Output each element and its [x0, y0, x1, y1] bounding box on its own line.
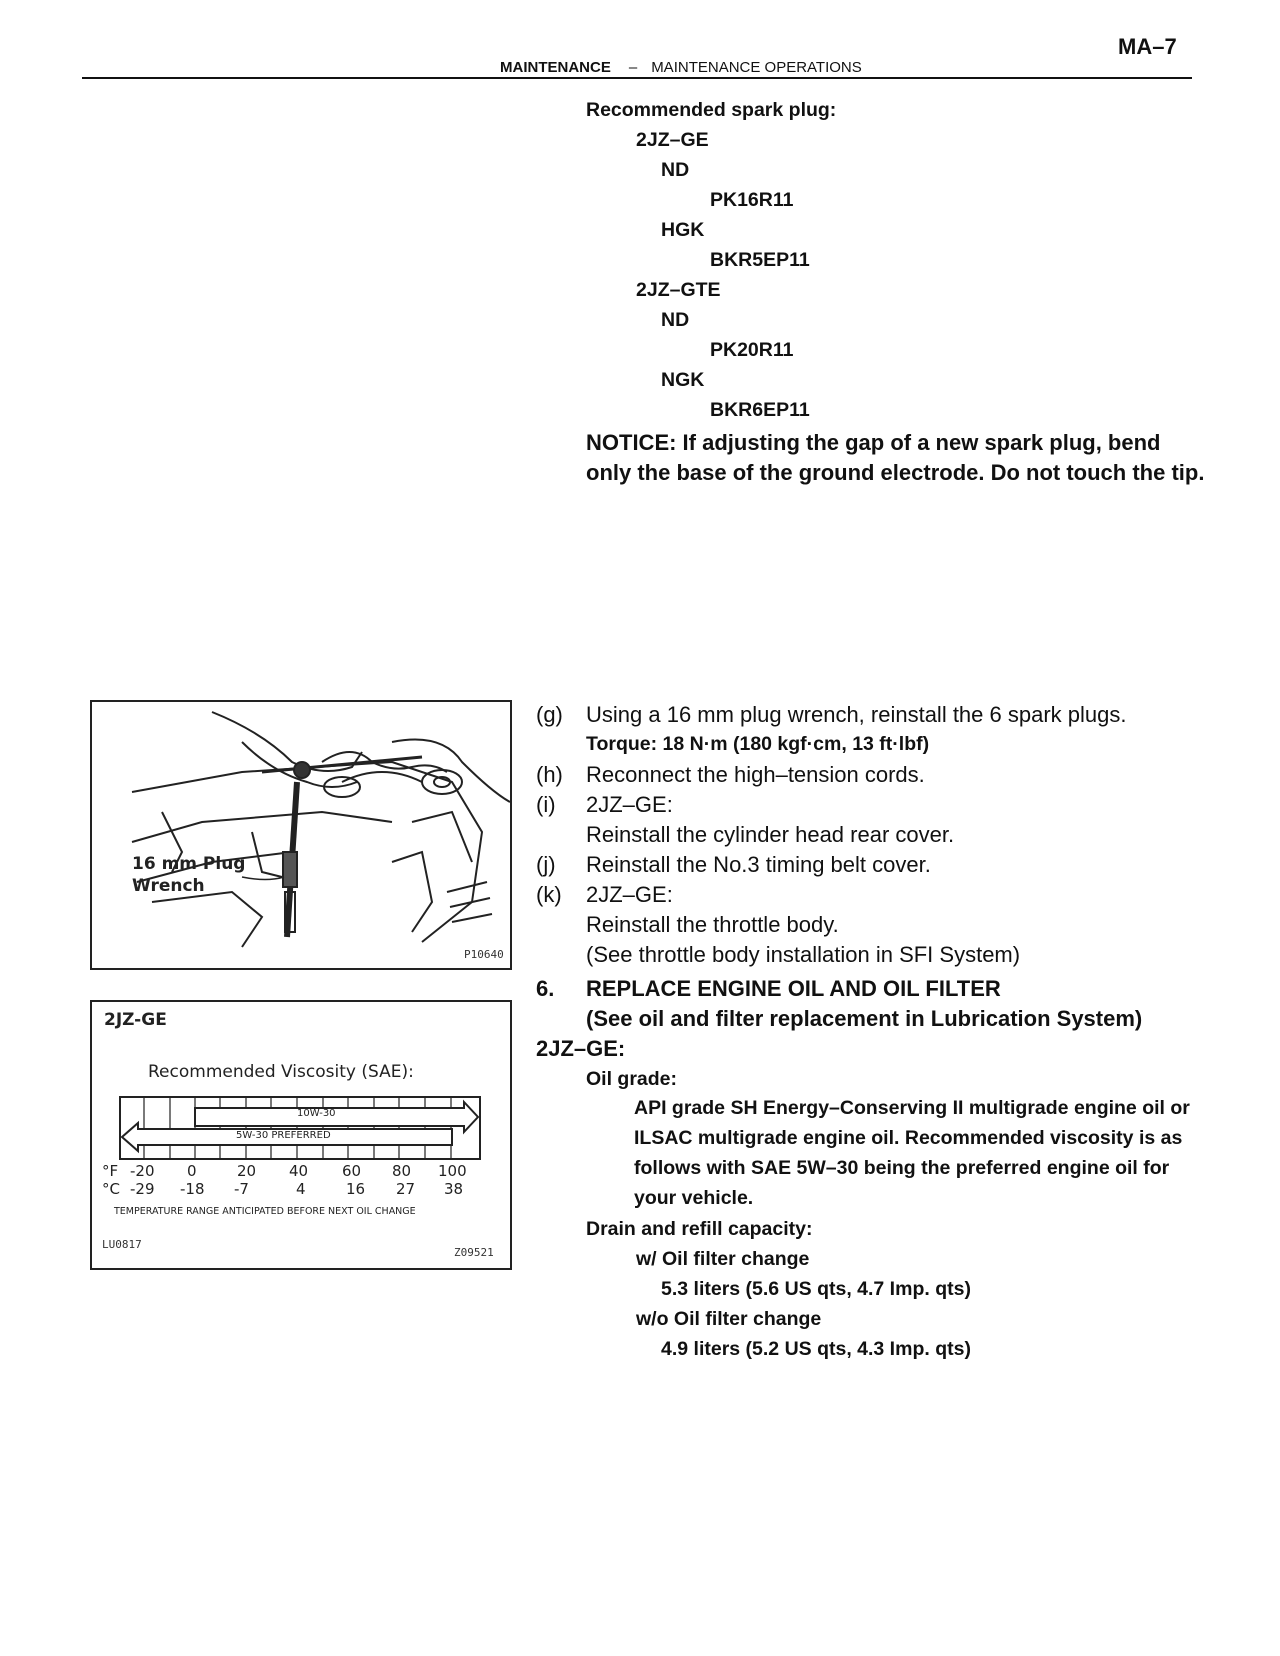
- c-tick: -29: [130, 1180, 155, 1198]
- figure1-label-line2: Wrench: [132, 876, 205, 896]
- oil-grade-label: Oil grade:: [586, 1068, 678, 1090]
- with-filter-value: 5.3 liters (5.6 US qts, 4.7 Imp. qts): [661, 1278, 971, 1300]
- step-i-label: (i): [536, 792, 556, 817]
- bar-5w30-label: 5W-30 PREFERRED: [236, 1130, 331, 1141]
- c-tick: 27: [396, 1180, 416, 1198]
- figure2-caption: TEMPERATURE RANGE ANTICIPATED BEFORE NEXT OIL CHANGE: [114, 1206, 416, 1217]
- header-subsection: MAINTENANCE OPERATIONS: [651, 59, 862, 76]
- figure2-code-right: Z09521: [454, 1246, 494, 1259]
- plug-bkr5ep11: BKR5EP11: [710, 249, 810, 271]
- figure2-code-left: LU0817: [102, 1238, 142, 1251]
- f-tick: 80: [392, 1162, 412, 1180]
- brand-nd-2: ND: [661, 309, 690, 331]
- plug-pk20r11: PK20R11: [710, 339, 794, 361]
- header-separator: –: [628, 59, 638, 76]
- step-k-continuation-2: (See throttle body installation in SFI System): [586, 942, 1021, 967]
- engine-2jz-ge: 2JZ–GE: [636, 129, 709, 151]
- notice-text: NOTICE: If adjusting the gap of a new spark plug, bend only the base of the ground electrode. Do not touch the tip.: [586, 430, 1205, 485]
- step-i-continuation: Reinstall the cylinder head rear cover.: [586, 822, 955, 847]
- figure-viscosity-chart: [90, 1000, 512, 1270]
- step-i: [536, 792, 673, 818]
- page-number: MA–7: [1118, 34, 1177, 59]
- step-h-label: (h): [536, 762, 563, 787]
- brand-hgk: HGK: [661, 219, 705, 241]
- torque-spec: Torque: 18 N·m (180 kgf·cm, 13 ft·lbf): [586, 733, 930, 755]
- step-j-text: Reinstall the No.3 timing belt cover.: [586, 852, 931, 877]
- step-k: [536, 882, 673, 908]
- brand-nd-1: ND: [661, 159, 690, 181]
- header-rule: [82, 77, 1192, 79]
- plug-pk16r11: PK16R11: [710, 189, 794, 211]
- f-tick: -20: [130, 1162, 155, 1180]
- step-h: [536, 762, 925, 788]
- running-header: [500, 59, 862, 76]
- figure1-label-line1: 16 mm Plug: [132, 854, 246, 874]
- plug-bkr6ep11: BKR6EP11: [710, 399, 810, 421]
- celsius-label: °C: [102, 1180, 120, 1198]
- oil-grade-text: API grade SH Energy–Conserving II multigrade engine oil or ILSAC multigrade engine oil. Recommended viscosity is as follows with SAE 5W–30 being the preferred engine oil for your vehicle.: [634, 1097, 1190, 1209]
- brand-ngk: NGK: [661, 369, 705, 391]
- fahrenheit-label: °F: [102, 1162, 119, 1180]
- oil-engine-label: 2JZ–GE:: [536, 1036, 626, 1061]
- step-j: [536, 852, 931, 878]
- figure-plug-wrench: [90, 700, 512, 970]
- plug-wrench-illustration: [92, 702, 510, 968]
- step-k-text: 2JZ–GE:: [586, 882, 673, 907]
- oil-step-subtitle: (See oil and filter replacement in Lubrication System): [586, 1006, 1143, 1031]
- header-section: MAINTENANCE: [500, 59, 611, 76]
- step-g-label: (g): [536, 702, 563, 727]
- oil-step-title: REPLACE ENGINE OIL AND OIL FILTER: [586, 976, 1001, 1001]
- step-j-label: (j): [536, 852, 556, 877]
- c-tick: 16: [346, 1180, 366, 1198]
- f-tick: 20: [237, 1162, 257, 1180]
- f-tick: 0: [187, 1162, 197, 1180]
- step-g-text: Using a 16 mm plug wrench, reinstall the 6 spark plugs.: [586, 702, 1127, 727]
- figure2-title: Recommended Viscosity (SAE):: [148, 1062, 414, 1082]
- bar-10w30-label: 10W-30: [297, 1108, 336, 1119]
- step-k-label: (k): [536, 882, 562, 907]
- with-filter-label: w/ Oil filter change: [636, 1248, 810, 1270]
- step-h-text: Reconnect the high–tension cords.: [586, 762, 925, 787]
- f-tick: 40: [289, 1162, 309, 1180]
- without-filter-label: w/o Oil filter change: [636, 1308, 822, 1330]
- capacity-label: Drain and refill capacity:: [586, 1218, 813, 1240]
- step-g: [536, 702, 1126, 728]
- figure2-engine-label: 2JZ-GE: [104, 1010, 167, 1030]
- step-k-continuation-1: Reinstall the throttle body.: [586, 912, 839, 937]
- c-tick: 38: [444, 1180, 464, 1198]
- figure1-code: P10640: [464, 948, 504, 961]
- engine-2jz-gte: 2JZ–GTE: [636, 279, 721, 301]
- c-tick: -7: [234, 1180, 249, 1198]
- c-tick: -18: [180, 1180, 205, 1198]
- step-i-text: 2JZ–GE:: [586, 792, 673, 817]
- bar-10w30: [195, 1102, 478, 1132]
- without-filter-value: 4.9 liters (5.2 US qts, 4.3 Imp. qts): [661, 1338, 971, 1360]
- f-tick: 60: [342, 1162, 362, 1180]
- f-tick: 100: [438, 1162, 467, 1180]
- spark-plug-title: Recommended spark plug:: [586, 99, 837, 121]
- oil-step-number: 6.: [536, 976, 555, 1001]
- c-tick: 4: [296, 1180, 306, 1198]
